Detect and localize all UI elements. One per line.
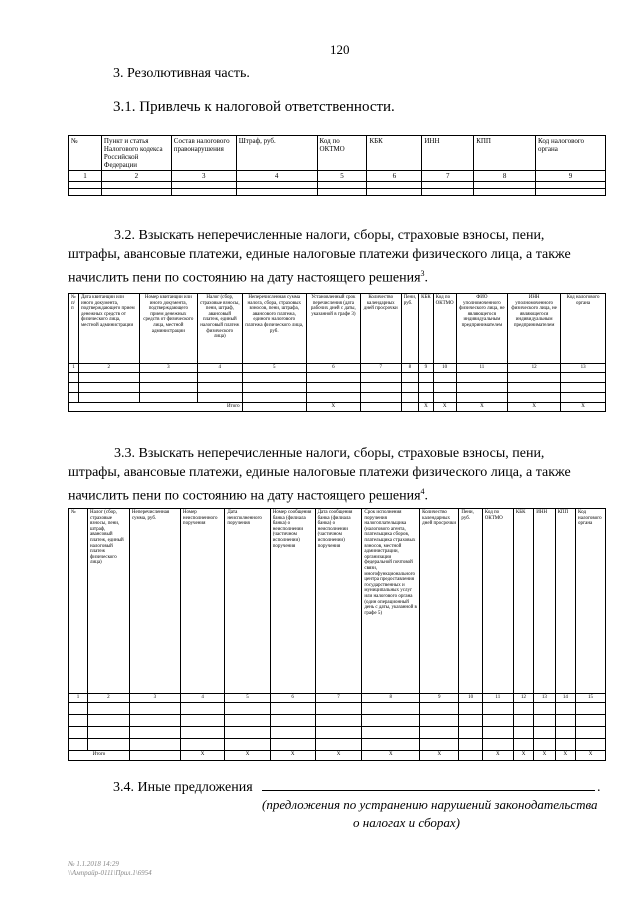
x-mark: X: [534, 750, 555, 760]
table-row: [69, 182, 606, 189]
column-number: 5: [317, 171, 367, 182]
column-number: 3: [129, 694, 180, 703]
column-number: 12: [508, 364, 561, 373]
column-number: 7: [315, 694, 362, 703]
column-number: 1: [69, 694, 88, 703]
table-header: Код по ОКТМО: [482, 509, 513, 694]
column-number: 4: [180, 694, 224, 703]
table-header: ИНН: [534, 509, 555, 694]
x-mark: X: [306, 402, 360, 411]
liability-table: [68, 135, 606, 196]
subsection-3-1-title: 3.1. Привлечь к налоговой ответственности.: [113, 99, 395, 115]
table-header: Номер квитанции или иного документа, подтверждающего прием денежных средств от физического лица, местной администрации: [139, 294, 197, 364]
table-header: Срок исполнения поручения налогоплательщика (налогового агента, плательщика сборов, плательщика страховых взносов, местной администрации, организации федеральной почтовой связи, многофункционального центра предоставления государственных и муниципальных услуг или налогового органа (один операционный день с даты, указанной в графе 5): [362, 509, 420, 694]
x-mark: X: [419, 402, 434, 411]
table-header: Номер сообщения банка (филиала банка) о неисполнении (частичном исполнении) поручения: [270, 509, 315, 694]
x-mark: X: [420, 750, 459, 760]
table-header: Налог (сбор, страховые взносы, пени, штраф, авансовый платеж, единый налоговый платеж физического лица): [87, 509, 129, 694]
column-number: 9: [419, 364, 434, 373]
column-number: 15: [576, 694, 606, 703]
x-mark: X: [456, 402, 507, 411]
x-mark: X: [482, 750, 513, 760]
column-number: 10: [433, 364, 456, 373]
table-header: Количество календарных дней просрочки: [420, 509, 459, 694]
total-row: [69, 750, 606, 760]
proposals-caption: о налогах и сборах): [353, 815, 460, 830]
table-header: Код налогового органа: [536, 136, 606, 171]
column-number: 8: [362, 694, 420, 703]
x-mark: X: [180, 750, 224, 760]
x-mark: X: [513, 750, 533, 760]
column-number: 12: [513, 694, 533, 703]
x-mark: X: [555, 750, 575, 760]
x-mark: X: [270, 750, 315, 760]
table-header: Код по ОКТМО: [433, 294, 456, 364]
column-number: 9: [420, 694, 459, 703]
table-header: Номер неисполненного поручения: [180, 509, 224, 694]
column-number: 4: [197, 364, 242, 373]
unremitted-table-2: [68, 508, 606, 761]
table-header: Дата квитанции или иного документа, подтверждающего прием денежных средств от физического лица, местной администрации: [78, 294, 139, 364]
column-number: 6: [270, 694, 315, 703]
table-header: КБК: [419, 294, 434, 364]
table-header: Код налогового органа: [561, 294, 606, 364]
table-row: [69, 382, 606, 392]
footer-path: \\Ампрайр-0111\Прил.1\6954: [68, 869, 152, 877]
table-row: [69, 392, 606, 402]
table-header: ИНН уполномоченного физического лица, не являющегося индивидуальным предпринимателем: [508, 294, 561, 364]
total-label: Итого: [69, 402, 243, 411]
total-label: Итого: [69, 750, 130, 760]
table-header: Код по ОКТМО: [317, 136, 367, 171]
column-number: 13: [561, 364, 606, 373]
table-row: [69, 372, 606, 382]
table-header: Установленный срок перечисления (дата рабочих дней с даты, указанной в графе 3): [306, 294, 360, 364]
column-number: 7: [360, 364, 401, 373]
column-number: 6: [367, 171, 422, 182]
column-number: 5: [225, 694, 270, 703]
column-number: 11: [482, 694, 513, 703]
table-header: Неперечисленная сумма налога, сбора, страховых взносов, пени, штрафа, авансового платежа, единого налогового платежа физического лица, руб.: [242, 294, 306, 364]
table-header: ИНН: [422, 136, 474, 171]
table-header: Пени, руб.: [459, 509, 482, 694]
proposals-caption: (предложения по устранению нарушений законодательства: [262, 797, 598, 812]
table-header: №: [69, 509, 88, 694]
x-mark: X: [362, 750, 420, 760]
table-header: Неперечисленная сумма, руб.: [129, 509, 180, 694]
section-3-3-text: 3.3. Взыскать неперечисленные налоги, сборы, страховые взносы, пени, штрафы, авансовые платежи, единые налоговые платежи физического лица, а также начислить пени по состоянию на дату настоящего решения$^4$.: [68, 446, 571, 504]
footer-date: № 1.1.2018 14:29: [68, 860, 119, 868]
table-row: [69, 726, 606, 738]
table-header: № п/п: [69, 294, 79, 364]
section-title: 3. Резолютивная часть.: [113, 66, 250, 81]
table-header: КБК: [513, 509, 533, 694]
column-number: 8: [474, 171, 536, 182]
column-number: 10: [459, 694, 482, 703]
x-mark: X: [433, 402, 456, 411]
table-header: Дата сообщения банка (филиала банка) о неисполнении (частичном исполнении) поручения: [315, 509, 362, 694]
column-number: 2: [87, 694, 129, 703]
table-header: Штраф, руб.: [236, 136, 317, 171]
column-number: 1: [69, 364, 79, 373]
x-mark: X: [576, 750, 606, 760]
table-row: [69, 714, 606, 726]
column-number: 3: [139, 364, 197, 373]
x-mark: X: [225, 750, 270, 760]
table-header: №: [69, 136, 102, 171]
column-number: 11: [456, 364, 507, 373]
table-row: [69, 189, 606, 196]
column-number: 2: [78, 364, 139, 373]
column-number: 8: [401, 364, 418, 373]
table-header: Дата неисполненного поручения: [225, 509, 270, 694]
table-header: Состав налогового правонарушения: [171, 136, 236, 171]
proposals-underline: [262, 790, 595, 791]
x-mark: X: [508, 402, 561, 411]
column-number: 13: [534, 694, 555, 703]
column-number: 4: [236, 171, 317, 182]
table-header: КБК: [367, 136, 422, 171]
table-header: ФИО уполномоченного физического лица, не являющегося индивидуальным предпринимателем: [456, 294, 507, 364]
column-number: 2: [101, 171, 171, 182]
x-mark: X: [561, 402, 606, 411]
table-row: [69, 702, 606, 714]
table-header: Количество календарных дней просрочки: [360, 294, 401, 364]
column-number: 6: [306, 364, 360, 373]
page-number: 120: [330, 42, 350, 57]
table-row: [69, 738, 606, 750]
unremitted-table-1: [68, 293, 606, 412]
column-number: 5: [242, 364, 306, 373]
column-number: 14: [555, 694, 575, 703]
section-3-2-text: 3.2. Взыскать неперечисленные налоги, сборы, страховые взносы, пени, штрафы, авансовые платежи, единые налоговые платежи физического лица, а также начислить пени по состоянию на дату настоящего решения$^3$.: [68, 228, 571, 286]
total-row: [69, 402, 606, 411]
table-header: Налог (сбор, страховые взносы, пени, штраф, авансовый платеж, единый налоговый платеж физического лица): [197, 294, 242, 364]
table-header: Пункт и статья Налогового кодекса Российской Федерации: [101, 136, 171, 171]
section-3-4-label: 3.4. Иные предложения: [113, 780, 253, 795]
table-header: КПП: [474, 136, 536, 171]
x-mark: X: [315, 750, 362, 760]
column-number: 1: [69, 171, 102, 182]
column-number: 9: [536, 171, 606, 182]
column-number: 3: [171, 171, 236, 182]
table-header: Пени, руб.: [401, 294, 418, 364]
table-header: Код налогового органа: [576, 509, 606, 694]
table-header: КПП: [555, 509, 575, 694]
column-number: 7: [422, 171, 474, 182]
